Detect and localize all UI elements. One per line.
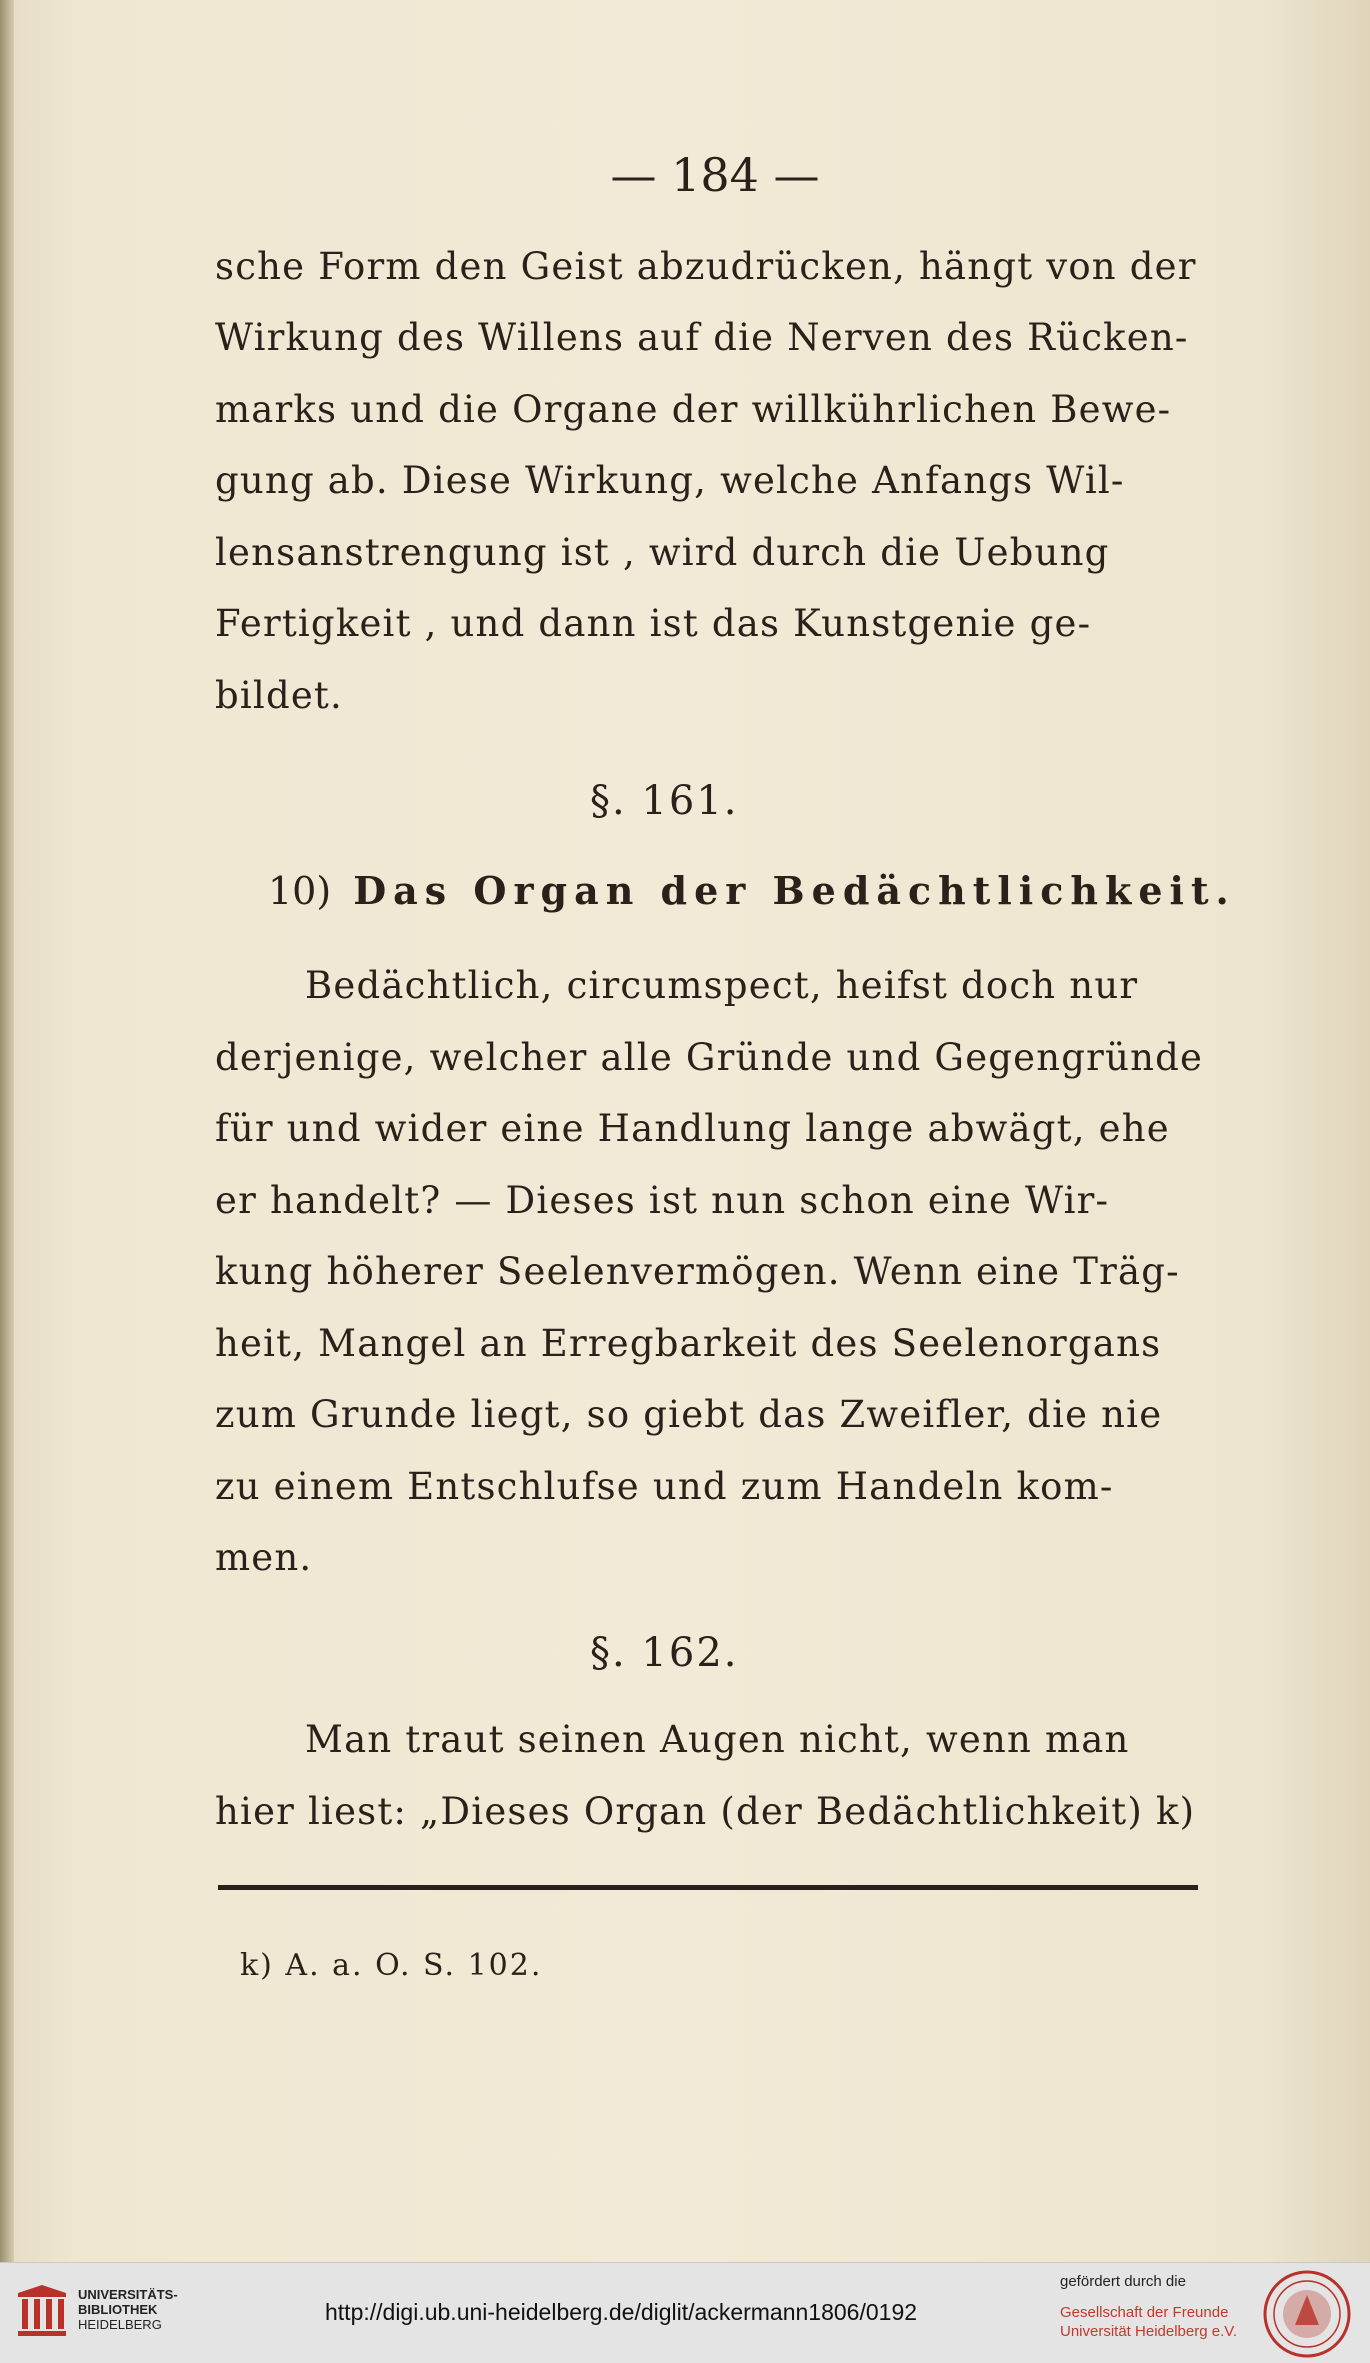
viewer-footer	[0, 2262, 1370, 2363]
text-line: bildet.	[215, 674, 343, 717]
text-line: kung höherer Seelenvermögen. Wenn eine Träg-	[215, 1250, 1180, 1293]
section-heading-161: §. 161.	[590, 778, 739, 824]
text-line: marks und die Organe der willkührlichen Bewe-	[215, 388, 1172, 431]
library-name: UNIVERSITÄTS- BIBLIOTHEK HEIDELBERG	[78, 2287, 178, 2332]
library-logo-icon	[12, 2281, 72, 2341]
text-line: zum Grunde liegt, so giebt das Zweifler, die nie	[215, 1393, 1163, 1436]
text-line: Wirkung des Willens auf die Nerven des Rücken-	[215, 316, 1189, 359]
text-line: derjenige, welcher alle Gründe und Gegengründe	[215, 1036, 1204, 1079]
text-line: men.	[215, 1536, 313, 1579]
text-line: Man traut seinen Augen nicht, wenn man	[305, 1718, 1130, 1761]
text-line: gung ab. Diese Wirkung, welche Anfangs Wil-	[215, 459, 1125, 502]
university-seal-icon	[1262, 2269, 1352, 2359]
heading-number: 10)	[268, 869, 332, 913]
text-line: heit, Mangel an Erregbarkeit des Seelenorgans	[215, 1322, 1162, 1365]
chapter-heading	[268, 868, 1236, 913]
text-line: Fertigkeit , und dann ist das Kunstgenie ge-	[215, 602, 1092, 645]
heading-title: Das Organ der Bedächtlichkeit.	[353, 868, 1236, 913]
footnote: k) A. a. O. S. 102.	[240, 1948, 543, 1983]
text-line: hier liest: „Dieses Organ (der Bedächtlichkeit) k)	[215, 1790, 1196, 1833]
page-spine-shadow	[0, 0, 14, 2262]
text-line: für und wider eine Handlung lange abwägt, ehe	[215, 1107, 1170, 1150]
section-heading-162: §. 162.	[590, 1630, 739, 1676]
text-line: sche Form den Geist abzudrücken, hängt von der	[215, 245, 1197, 288]
footnote-rule	[218, 1885, 1198, 1890]
sponsor-caption: gefördert durch die	[1060, 2273, 1186, 2290]
text-line: zu einem Entschlufse und zum Handeln kom-	[215, 1465, 1114, 1508]
permalink-url[interactable]: http://digi.ub.uni-heidelberg.de/diglit/ackermann1806/0192	[325, 2299, 918, 2325]
text-line: er handelt? — Dieses ist nun schon eine Wir-	[215, 1179, 1110, 1222]
sponsor-name: Gesellschaft der Freunde Universität Heidelberg e.V.	[1060, 2304, 1238, 2340]
page-number: — 184 —	[610, 148, 820, 202]
text-line: Bedächtlich, circumspect, heifst doch nur	[305, 964, 1139, 1007]
text-line: lensanstrengung ist , wird durch die Uebung	[215, 531, 1110, 574]
